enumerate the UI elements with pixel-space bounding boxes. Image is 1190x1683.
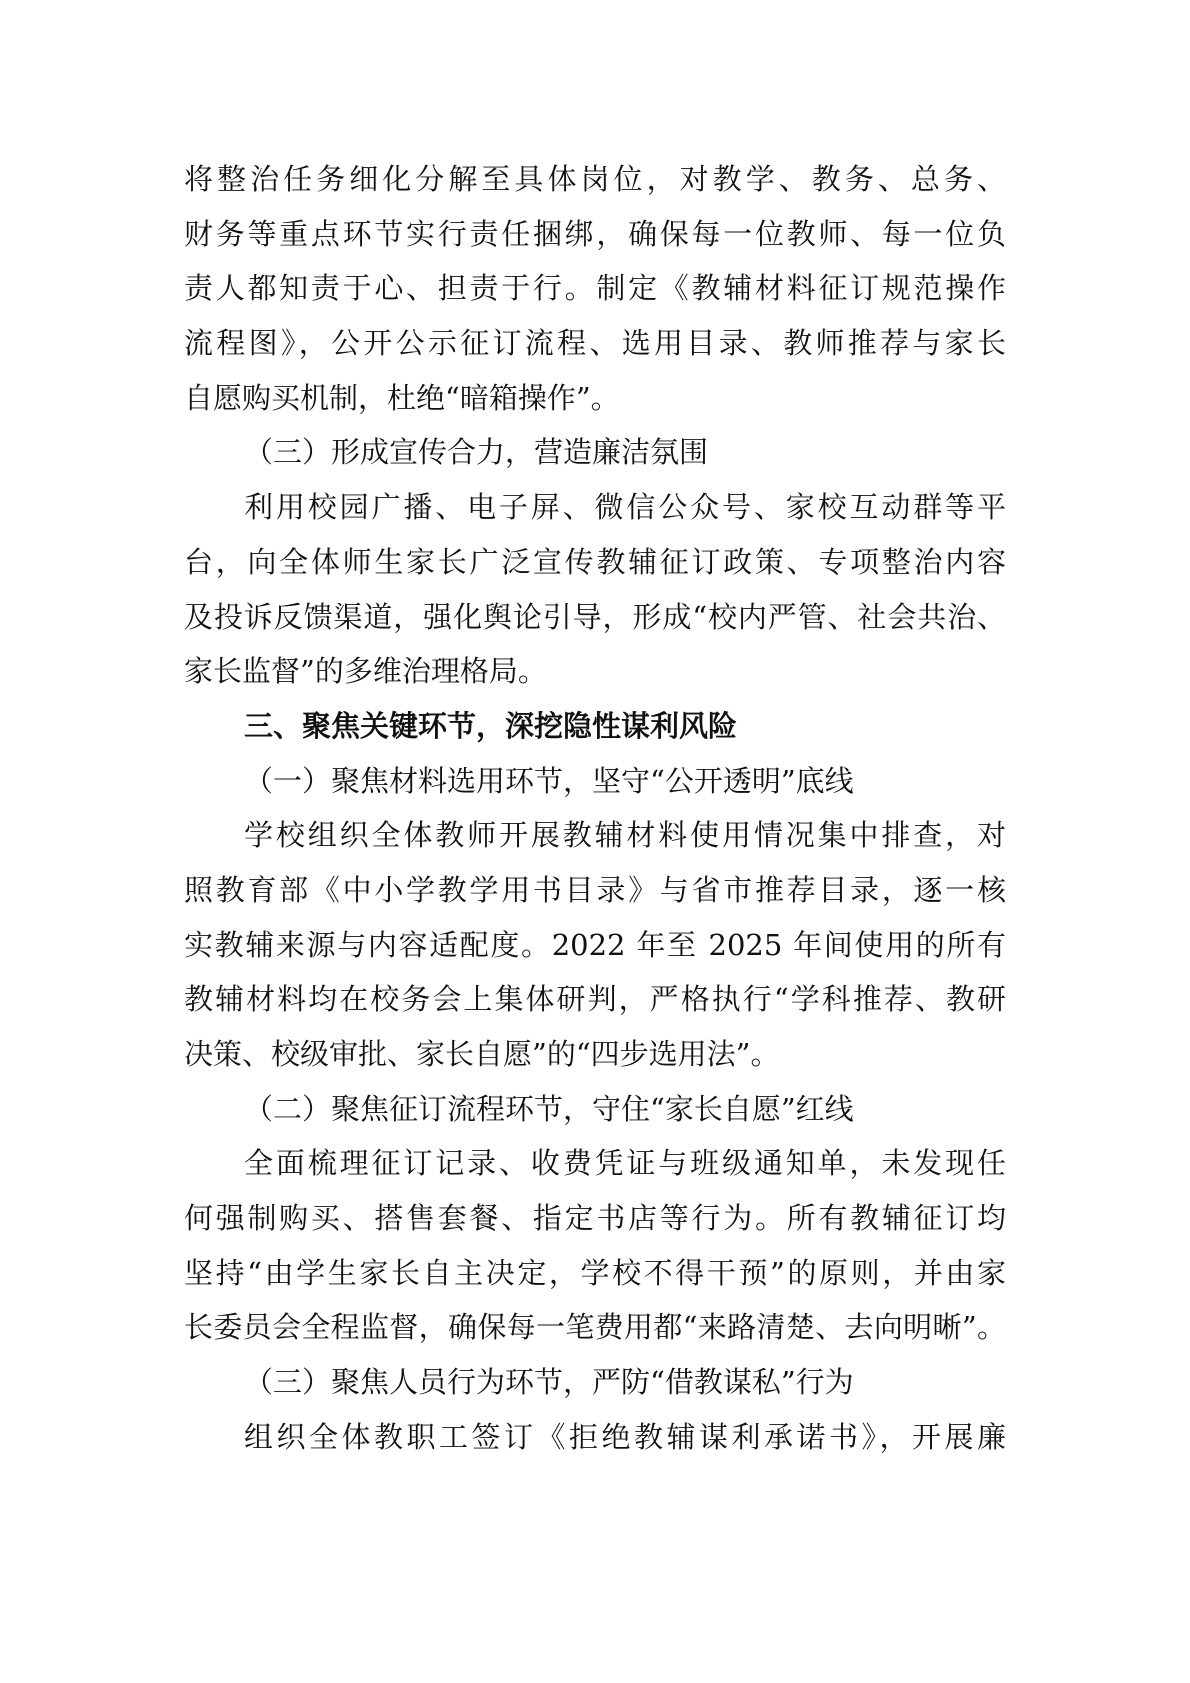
paragraph-line: 决策、校级审批、家长自愿”的“四步选用法”。	[184, 1037, 780, 1071]
paragraph-line: 实教辅来源与内容适配度。2022 年至 2025 年间使用的所有	[184, 927, 1006, 962]
paragraph-line: 组织全体教职工签订《拒绝教辅谋利承诺书》，开展廉	[244, 1419, 1006, 1454]
paragraph-line: 利用校园广播、电子屏、微信公众号、家校互动群等平	[244, 490, 1006, 525]
document-body	[184, 152, 1006, 1465]
paragraph-line: 坚持“由学生家长自主决定，学校不得干预”的原则，并由家	[184, 1255, 1006, 1290]
paragraph-line: 及投诉反馈渠道，强化舆论引导，形成“校内严管、社会共治、	[184, 599, 1006, 634]
subheading: （一）聚焦材料选用环节，坚守“公开透明”底线	[244, 763, 854, 798]
paragraph-line: 何强制购买、搭售套餐、指定书店等行为。所有教辅征订均	[184, 1201, 1006, 1236]
paragraph-line: 家长监督”的多维治理格局。	[184, 654, 547, 689]
subheading: （三）聚焦人员行为环节，严防“借教谋私”行为	[244, 1365, 854, 1400]
paragraph-line: 责人都知责于心、担责于行。制定《教辅材料征订规范操作	[184, 271, 1006, 306]
paragraph-line: 长委员会全程监督，确保每一笔费用都“来路清楚、去向明晰”。	[184, 1310, 1006, 1345]
section-heading: 三、聚焦关键环节，深挖隐性谋利风险	[244, 708, 738, 743]
paragraph-line: 照教育部《中小学教学用书目录》与省市推荐目录，逐一核	[184, 872, 1006, 907]
subheading: （二）聚焦征订流程环节，守住“家长自愿”红线	[244, 1091, 854, 1126]
paragraph-line: 财务等重点环节实行责任捆绑，确保每一位教师、每一位负	[184, 216, 1006, 251]
paragraph-line: 学校组织全体教师开展教辅材料使用情况集中排查，对	[244, 818, 1006, 853]
subheading: （三）形成宣传合力，营造廉洁氛围	[244, 435, 709, 470]
paragraph-line: 教辅材料均在校务会上集体研判，严格执行“学科推荐、教研	[184, 982, 1006, 1017]
paragraph-line: 流程图》，公开公示征订流程、选用目录、教师推荐与家长	[184, 326, 1006, 361]
paragraph-line: 全面梳理征订记录、收费凭证与班级通知单，未发现任	[244, 1146, 1006, 1181]
paragraph-line: 将整治任务细化分解至具体岗位，对教学、教务、总务、	[184, 162, 1006, 196]
paragraph-line: 台，向全体师生家长广泛宣传教辅征订政策、专项整治内容	[184, 544, 1006, 579]
paragraph-line: 自愿购买机制，杜绝“暗箱操作”。	[184, 380, 620, 415]
